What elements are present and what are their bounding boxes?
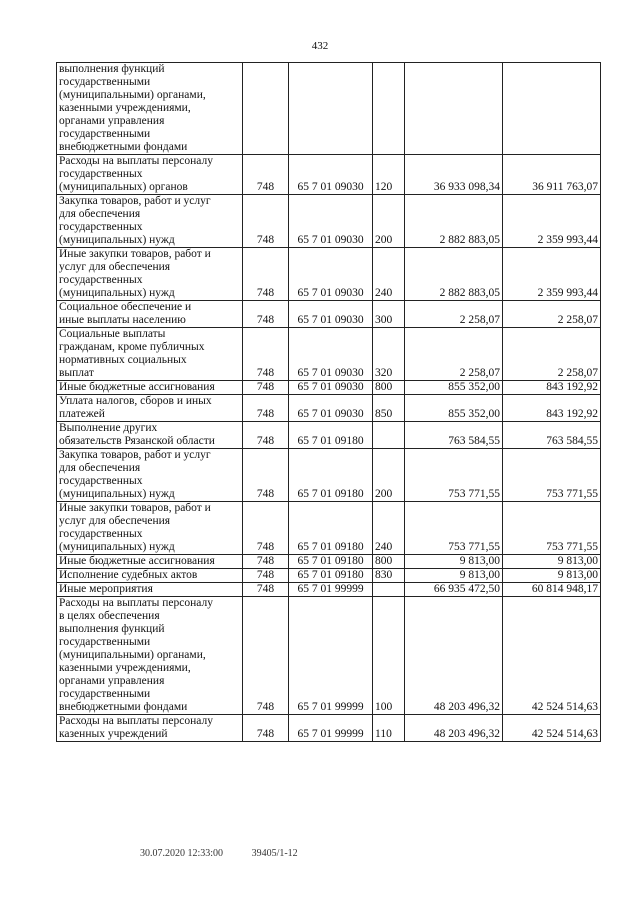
row-expense-type-cell: 830 <box>373 569 405 583</box>
row-dept-code-cell <box>243 63 289 155</box>
row-name-cell: выполнения функций государственными (муниципальными) органами, казенными учреждениями, органами управления государственными внебюджетными фондами <box>57 63 243 155</box>
row-target-code-cell: 65 7 01 09180 <box>289 449 373 502</box>
table-row <box>57 597 601 715</box>
row-amount-1-cell: 753 771,55 <box>405 502 503 555</box>
row-expense-type-cell: 200 <box>373 195 405 248</box>
row-dept-code-cell: 748 <box>243 381 289 395</box>
table-row <box>57 395 601 422</box>
row-amount-1-cell: 9 813,00 <box>405 569 503 583</box>
row-amount-1-cell: 48 203 496,32 <box>405 597 503 715</box>
table-row <box>57 195 601 248</box>
table-row <box>57 502 601 555</box>
row-amount-1-cell: 2 258,07 <box>405 301 503 328</box>
row-name-cell: Исполнение судебных актов <box>57 569 243 583</box>
row-amount-1-cell: 2 882 883,05 <box>405 195 503 248</box>
row-target-code-cell: 65 7 01 99999 <box>289 583 373 597</box>
row-expense-type-cell: 240 <box>373 248 405 301</box>
row-expense-type-cell: 240 <box>373 502 405 555</box>
row-expense-type-cell: 300 <box>373 301 405 328</box>
row-dept-code-cell: 748 <box>243 597 289 715</box>
row-name-cell: Социальное обеспечение и иные выплаты населению <box>57 301 243 328</box>
row-name-cell: Иные закупки товаров, работ и услуг для обеспечения государственных (муниципальных) нужд <box>57 502 243 555</box>
row-amount-2-cell: 42 524 514,63 <box>503 715 601 742</box>
row-amount-2-cell: 2 258,07 <box>503 301 601 328</box>
row-expense-type-cell: 320 <box>373 328 405 381</box>
table-row <box>57 583 601 597</box>
row-dept-code-cell: 748 <box>243 555 289 569</box>
row-amount-2-cell: 843 192,92 <box>503 395 601 422</box>
row-amount-1-cell: 2 258,07 <box>405 328 503 381</box>
row-amount-1-cell: 763 584,55 <box>405 422 503 449</box>
row-target-code-cell: 65 7 01 09030 <box>289 155 373 195</box>
row-name-cell: Расходы на выплаты персоналу в целях обеспечения выполнения функций государственными (муниципальными) органами, казенными учреждениями, органами управления государственными внебюджетными фондами <box>57 597 243 715</box>
row-amount-2-cell: 2 258,07 <box>503 328 601 381</box>
row-dept-code-cell: 748 <box>243 328 289 381</box>
row-dept-code-cell: 748 <box>243 155 289 195</box>
footer-document-id: 39405/1-12 <box>251 848 298 859</box>
budget-table-body <box>57 63 601 742</box>
budget-table <box>56 62 601 742</box>
row-expense-type-cell <box>373 63 405 155</box>
row-name-cell: Выполнение других обязательств Рязанской области <box>57 422 243 449</box>
page-number: 432 <box>311 40 329 52</box>
row-name-cell: Иные бюджетные ассигнования <box>57 555 243 569</box>
row-dept-code-cell: 748 <box>243 422 289 449</box>
row-dept-code-cell: 748 <box>243 449 289 502</box>
row-dept-code-cell: 748 <box>243 502 289 555</box>
table-row <box>57 569 601 583</box>
row-expense-type-cell <box>373 422 405 449</box>
row-name-cell: Закупка товаров, работ и услуг для обеспечения государственных (муниципальных) нужд <box>57 195 243 248</box>
row-amount-1-cell: 855 352,00 <box>405 395 503 422</box>
row-amount-1-cell: 48 203 496,32 <box>405 715 503 742</box>
row-amount-1-cell: 2 882 883,05 <box>405 248 503 301</box>
row-amount-2-cell: 763 584,55 <box>503 422 601 449</box>
row-name-cell: Расходы на выплаты персоналу государственных (муниципальных) органов <box>57 155 243 195</box>
row-dept-code-cell: 748 <box>243 248 289 301</box>
row-amount-2-cell <box>503 63 601 155</box>
row-target-code-cell: 65 7 01 09030 <box>289 328 373 381</box>
row-amount-2-cell: 753 771,55 <box>503 502 601 555</box>
row-target-code-cell: 65 7 01 99999 <box>289 597 373 715</box>
table-row <box>57 449 601 502</box>
row-target-code-cell: 65 7 01 09030 <box>289 301 373 328</box>
table-row <box>57 248 601 301</box>
row-dept-code-cell: 748 <box>243 195 289 248</box>
table-row <box>57 422 601 449</box>
row-target-code-cell: 65 7 01 09030 <box>289 395 373 422</box>
row-expense-type-cell: 200 <box>373 449 405 502</box>
row-amount-1-cell: 36 933 098,34 <box>405 155 503 195</box>
row-name-cell: Социальные выплаты гражданам, кроме публичных нормативных социальных выплат <box>57 328 243 381</box>
row-expense-type-cell: 110 <box>373 715 405 742</box>
row-name-cell: Иные мероприятия <box>57 583 243 597</box>
row-name-cell: Уплата налогов, сборов и иных платежей <box>57 395 243 422</box>
table-row <box>57 381 601 395</box>
row-amount-2-cell: 2 359 993,44 <box>503 248 601 301</box>
table-row <box>57 328 601 381</box>
row-dept-code-cell: 748 <box>243 583 289 597</box>
row-expense-type-cell <box>373 583 405 597</box>
row-name-cell: Закупка товаров, работ и услуг для обеспечения государственных (муниципальных) нужд <box>57 449 243 502</box>
table-row <box>57 155 601 195</box>
row-amount-2-cell: 60 814 948,17 <box>503 583 601 597</box>
row-target-code-cell: 65 7 01 09180 <box>289 555 373 569</box>
row-target-code-cell: 65 7 01 99999 <box>289 715 373 742</box>
row-dept-code-cell: 748 <box>243 301 289 328</box>
row-target-code-cell <box>289 63 373 155</box>
row-name-cell: Расходы на выплаты персоналу казенных учреждений <box>57 715 243 742</box>
row-target-code-cell: 65 7 01 09180 <box>289 422 373 449</box>
row-amount-1-cell: 753 771,55 <box>405 449 503 502</box>
row-target-code-cell: 65 7 01 09180 <box>289 502 373 555</box>
row-target-code-cell: 65 7 01 09030 <box>289 381 373 395</box>
row-amount-2-cell: 843 192,92 <box>503 381 601 395</box>
row-dept-code-cell: 748 <box>243 395 289 422</box>
row-target-code-cell: 65 7 01 09030 <box>289 248 373 301</box>
row-name-cell: Иные закупки товаров, работ и услуг для обеспечения государственных (муниципальных) нужд <box>57 248 243 301</box>
row-amount-2-cell: 42 524 514,63 <box>503 597 601 715</box>
page-footer <box>140 848 324 859</box>
table-row <box>57 63 601 155</box>
row-expense-type-cell: 100 <box>373 597 405 715</box>
row-expense-type-cell: 850 <box>373 395 405 422</box>
row-amount-1-cell: 855 352,00 <box>405 381 503 395</box>
row-expense-type-cell: 800 <box>373 555 405 569</box>
row-amount-2-cell: 9 813,00 <box>503 569 601 583</box>
table-row <box>57 555 601 569</box>
table-row <box>57 301 601 328</box>
row-target-code-cell: 65 7 01 09180 <box>289 569 373 583</box>
row-amount-1-cell: 66 935 472,50 <box>405 583 503 597</box>
row-expense-type-cell: 800 <box>373 381 405 395</box>
row-dept-code-cell: 748 <box>243 715 289 742</box>
row-target-code-cell: 65 7 01 09030 <box>289 195 373 248</box>
row-amount-2-cell: 36 911 763,07 <box>503 155 601 195</box>
footer-timestamp: 30.07.2020 12:33:00 <box>140 848 224 859</box>
table-row <box>57 715 601 742</box>
row-amount-1-cell <box>405 63 503 155</box>
row-amount-2-cell: 9 813,00 <box>503 555 601 569</box>
row-expense-type-cell: 120 <box>373 155 405 195</box>
row-dept-code-cell: 748 <box>243 569 289 583</box>
row-name-cell: Иные бюджетные ассигнования <box>57 381 243 395</box>
row-amount-2-cell: 2 359 993,44 <box>503 195 601 248</box>
row-amount-1-cell: 9 813,00 <box>405 555 503 569</box>
row-amount-2-cell: 753 771,55 <box>503 449 601 502</box>
